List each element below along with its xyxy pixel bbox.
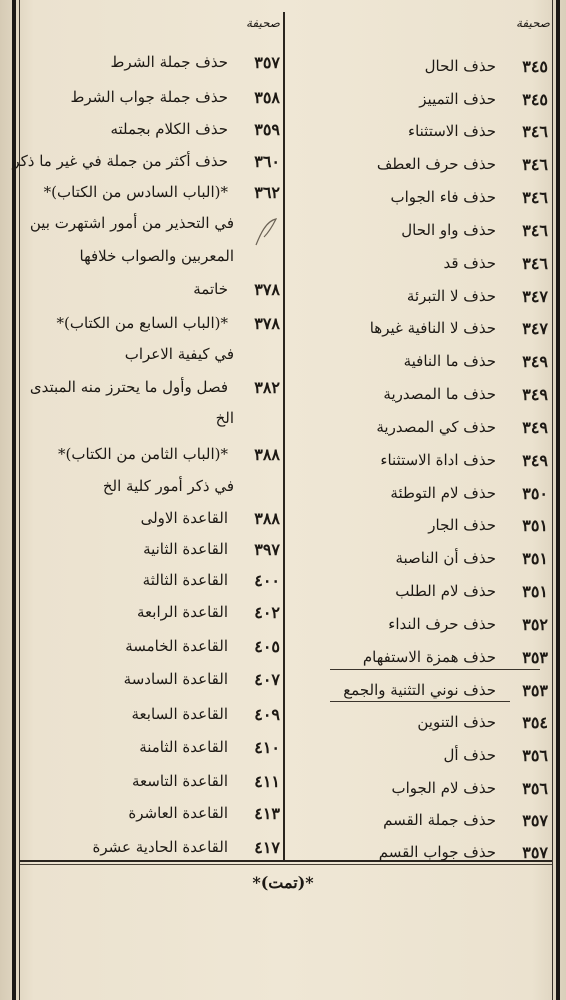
page-number: ٣٥٢ xyxy=(522,614,548,634)
page-number: ٤٠٢ xyxy=(254,602,280,622)
page-number: ٤٠٥ xyxy=(254,636,280,656)
right-column-header: صحيفة xyxy=(515,16,550,30)
left-border xyxy=(12,0,16,1000)
page-number: ٣٥٣ xyxy=(522,680,548,700)
entry-title: حذف حرف النداء xyxy=(388,615,496,633)
page-number: ٤٠٧ xyxy=(254,669,280,689)
toc-entry xyxy=(300,85,548,113)
page-number: ٣٧٨ xyxy=(254,313,280,333)
entry-title: حذف ما المصدرية xyxy=(383,385,496,403)
toc-entry xyxy=(24,83,280,111)
toc-entry xyxy=(24,440,280,468)
page-number: ٣٤٩ xyxy=(522,450,548,470)
page-number: ٣٤٥ xyxy=(522,56,548,76)
page-number: ٣٤٧ xyxy=(522,286,548,306)
toc-entry xyxy=(300,347,548,375)
entry-title: حذف ما النافية xyxy=(403,352,496,370)
page-number: ٣٤٩ xyxy=(522,351,548,371)
entry-title: القاعدة السابعة xyxy=(131,705,228,723)
entry-continuation: في كيفية الاعراب xyxy=(124,345,234,363)
toc-entry xyxy=(300,610,548,638)
page-number: ٤١٠ xyxy=(254,737,280,757)
toc-entry xyxy=(24,504,280,532)
page-number: ٣٥٤ xyxy=(522,712,548,732)
left-inner-border xyxy=(19,0,20,1000)
page-number: ٣٨٨ xyxy=(254,444,280,464)
entry-title: حذف لا التبرئة xyxy=(406,287,496,305)
handwritten-underline xyxy=(330,669,540,670)
toc-entry xyxy=(300,380,548,408)
entry-title: حذف جملة الشرط xyxy=(110,53,228,71)
handwritten-underline xyxy=(330,701,510,702)
page-number: ٣٤٦ xyxy=(522,121,548,141)
page-number: ٤١٧ xyxy=(254,837,280,857)
toc-entry xyxy=(24,833,280,861)
right-border xyxy=(556,0,560,1000)
page-number: ٣٤٥ xyxy=(522,89,548,109)
entry-title: حذف حرف العطف xyxy=(376,155,496,173)
entry-title: حذف جواب القسم xyxy=(378,843,496,861)
entry-title: القاعدة الحادية عشرة xyxy=(92,838,228,856)
entry-continuation: المعربين والصواب خلافها xyxy=(79,247,234,265)
entry-title: *(الباب السابع من الكتاب)* xyxy=(56,314,228,332)
entry-title: حذف أل xyxy=(443,746,496,764)
page-number: ٣٥٣ xyxy=(522,647,548,667)
page-number: ٤٠٠ xyxy=(254,570,280,590)
page-number: ٣٤٩ xyxy=(522,417,548,437)
toc-entry xyxy=(300,314,548,342)
toc-entry xyxy=(300,216,548,244)
entry-title: حذف نوني التثنية والجمع xyxy=(343,681,496,699)
page-number: ٣٥١ xyxy=(522,515,548,535)
toc-entry xyxy=(24,733,280,761)
entry-title: حذف الجار xyxy=(428,516,496,534)
page-number: ٤١١ xyxy=(254,771,280,791)
entry-title: حذف التمييز xyxy=(419,90,496,108)
toc-entry xyxy=(300,676,548,704)
entry-title: حذف جملة القسم xyxy=(383,811,496,829)
page-number: ٣٨٨ xyxy=(254,508,280,528)
toc-entry xyxy=(300,282,548,310)
toc-entry xyxy=(300,806,548,834)
entry-title: القاعدة الثانية xyxy=(143,540,228,558)
toc-entry xyxy=(300,544,548,572)
entry-title: حذف لا النافية غيرها xyxy=(369,319,496,337)
entry-title: حذف فاء الجواب xyxy=(390,188,496,206)
page-number: ٣٤٧ xyxy=(522,318,548,338)
entry-title: حذف جملة جواب الشرط xyxy=(70,88,228,106)
toc-entry xyxy=(24,535,280,563)
entry-title: حذف أن الناصبة xyxy=(395,549,496,567)
page-number: ٣٤٦ xyxy=(522,220,548,240)
entry-title: فصل وأول ما يحترز منه المبتدى xyxy=(29,378,228,396)
page-number: ٣٥٦ xyxy=(522,745,548,765)
toc-entry xyxy=(24,275,280,303)
entry-title: القاعدة الثامنة xyxy=(139,738,228,756)
page-number: ٣٥٩ xyxy=(254,119,280,139)
entry-title: القاعدة التاسعة xyxy=(131,772,228,790)
end-marker: *(تمت)* xyxy=(252,873,314,892)
entry-title: حذف الاستثناء xyxy=(408,122,496,140)
page-number: ٤٠٩ xyxy=(254,704,280,724)
toc-entry xyxy=(300,774,548,802)
page-number: ٣٩٧ xyxy=(254,539,280,559)
entry-title: حذف قد xyxy=(443,254,496,272)
left-column-header: صحيفة xyxy=(245,16,280,30)
page-number: ٣٤٦ xyxy=(522,253,548,273)
toc-entry xyxy=(24,799,280,827)
toc-entry xyxy=(300,183,548,211)
toc-entry xyxy=(300,413,548,441)
toc-entry xyxy=(300,150,548,178)
entry-title: القاعدة العاشرة xyxy=(128,804,228,822)
toc-entry xyxy=(24,598,280,626)
column-divider xyxy=(283,12,285,860)
entry-title: حذف لام التوطئة xyxy=(390,484,496,502)
entry-title: *(الباب السادس من الكتاب)* xyxy=(43,183,228,201)
page-number: ٣٥١ xyxy=(522,581,548,601)
toc-entry xyxy=(300,52,548,80)
page-number: ٤١٣ xyxy=(254,803,280,823)
page-number: ٣٥٨ xyxy=(254,87,280,107)
page-number: ٣٤٩ xyxy=(522,384,548,404)
page-number: ٣٥٠ xyxy=(522,483,548,503)
entry-continuation: في ذكر أمور كلية الخ xyxy=(102,477,234,495)
page-number: ٣٥٦ xyxy=(522,778,548,798)
toc-entry xyxy=(24,309,280,337)
toc-entry xyxy=(12,147,280,175)
page-number: ٣٥٧ xyxy=(522,842,548,862)
page-number: ٣٤٦ xyxy=(522,154,548,174)
entry-title: حذف الحال xyxy=(424,57,496,75)
toc-entry xyxy=(24,373,280,401)
page-number: ٣٥١ xyxy=(522,548,548,568)
toc-entry xyxy=(300,741,548,769)
entry-title: حذف اداة الاستثناء xyxy=(380,451,496,469)
toc-entry xyxy=(300,479,548,507)
entry-continuation: في التحذير من أمور اشتهرت بين xyxy=(29,214,234,232)
page-number: ٣٦٢ xyxy=(254,182,280,202)
toc-entry xyxy=(300,446,548,474)
page-number: ٣٦٠ xyxy=(254,151,280,171)
entry-title: حذف التنوين xyxy=(417,713,496,731)
page-number: ٣٥٧ xyxy=(522,810,548,830)
page-number: ٣٧٨ xyxy=(254,279,280,299)
entry-title: حذف واو الحال xyxy=(401,221,496,239)
entry-title: حذف لام الجواب xyxy=(391,779,496,797)
toc-entry xyxy=(300,577,548,605)
entry-title: حذف همزة الاستفهام xyxy=(362,648,496,666)
entry-title: القاعدة الرابعة xyxy=(137,603,228,621)
right-inner-border xyxy=(552,0,553,1000)
toc-entry xyxy=(24,700,280,728)
handwritten-mark xyxy=(252,215,282,249)
page-number: ٣٨٢ xyxy=(254,377,280,397)
toc-entry xyxy=(24,665,280,693)
toc-entry xyxy=(300,511,548,539)
entry-title: القاعدة السادسة xyxy=(123,670,228,688)
entry-title: حذف الكلام بجملته xyxy=(110,120,228,138)
entry-title: القاعدة الثالثة xyxy=(142,571,228,589)
toc-entry xyxy=(300,643,548,671)
toc-entry xyxy=(24,566,280,594)
toc-entry xyxy=(300,249,548,277)
entry-title: حذف لام الطلب xyxy=(395,582,496,600)
toc-entry xyxy=(300,838,548,866)
toc-entry xyxy=(300,708,548,736)
toc-entry xyxy=(300,117,548,145)
page-number: ٣٥٧ xyxy=(254,52,280,72)
toc-entry xyxy=(24,178,280,206)
page-number: ٣٤٦ xyxy=(522,187,548,207)
entry-title: القاعدة الاولى xyxy=(140,509,228,527)
entry-title: القاعدة الخامسة xyxy=(125,637,228,655)
toc-entry xyxy=(24,767,280,795)
entry-continuation: الخ xyxy=(215,409,234,427)
toc-entry xyxy=(24,48,280,76)
toc-entry xyxy=(24,632,280,660)
entry-title: خاتمة xyxy=(193,280,228,298)
entry-title: *(الباب الثامن من الكتاب)* xyxy=(58,445,228,463)
entry-title: حذف أكثر من جملة في غير ما ذكر xyxy=(12,152,228,170)
toc-entry xyxy=(24,115,280,143)
entry-title: حذف كي المصدرية xyxy=(376,418,496,436)
